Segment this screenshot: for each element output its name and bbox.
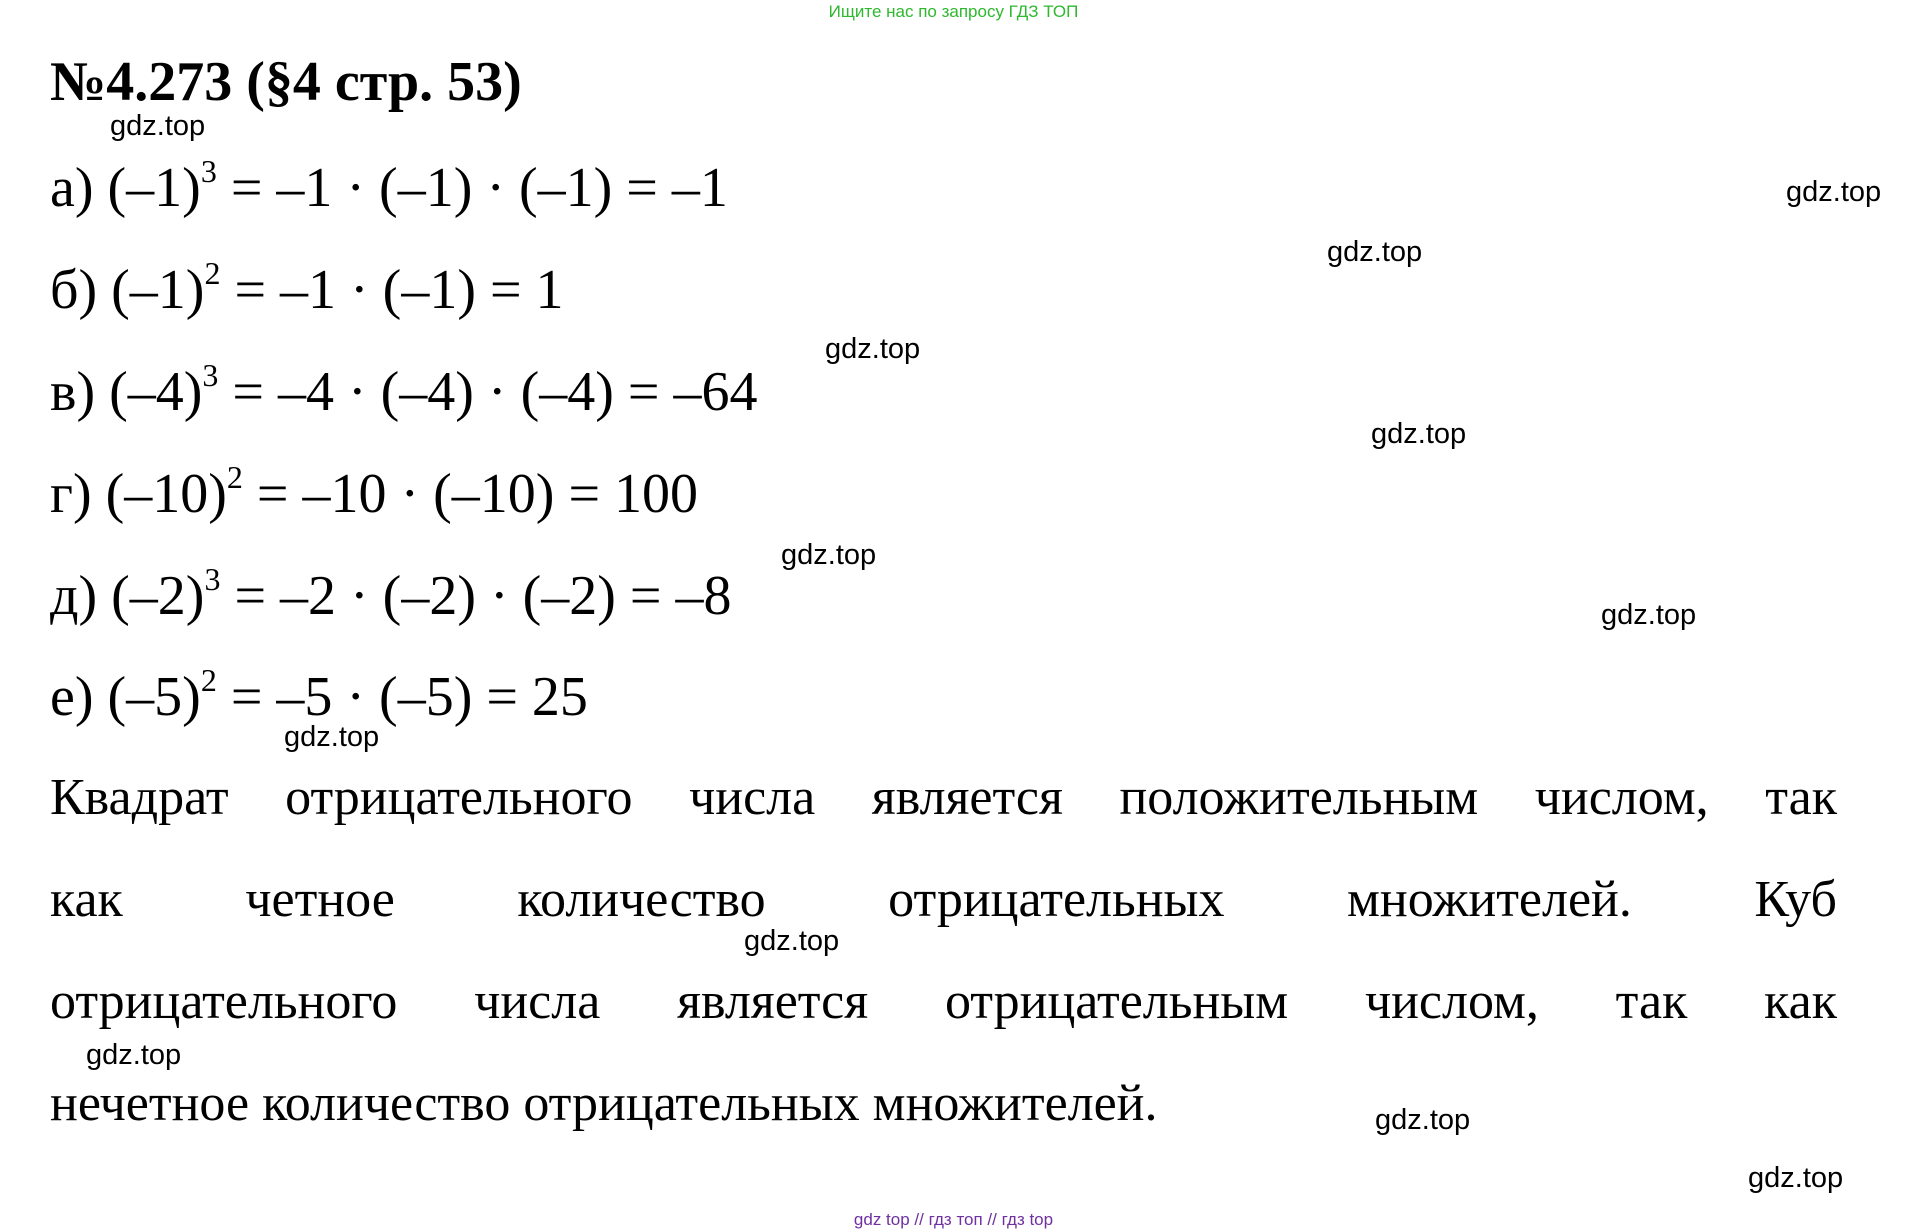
equation-exponent: 3 (202, 357, 219, 393)
watermark: gdz.top (86, 1039, 182, 1071)
watermark: gdz.top (1748, 1162, 1844, 1194)
watermark: gdz.top (284, 721, 380, 753)
word: является (677, 973, 869, 1030)
word: так (1615, 973, 1688, 1030)
word: отрицательных (888, 871, 1225, 928)
word: отрицательным (944, 973, 1289, 1030)
equation-rest: = –1 · (–1) = 1 (220, 259, 564, 321)
equation-prefix: г) (–10) (50, 463, 227, 525)
watermark: gdz.top (781, 539, 877, 571)
watermark: gdz.top (1601, 599, 1697, 631)
word: как (1764, 973, 1837, 1030)
equation-d (50, 561, 732, 627)
watermark: gdz.top (825, 333, 921, 365)
equation-prefix: д) (–2) (50, 565, 205, 627)
equation-e (50, 662, 588, 728)
page-title: №4.273 (§4 стр. 53) (50, 51, 522, 113)
word: Куб (1754, 871, 1837, 928)
equation-exponent: 2 (226, 459, 243, 495)
word: числом, (1364, 973, 1539, 1030)
word: множителей. (1347, 871, 1632, 928)
equation-exponent: 3 (204, 561, 221, 597)
watermark: gdz.top (1786, 176, 1882, 208)
equation-g (50, 459, 699, 525)
equation-rest: = –4 · (–4) · (–4) = –64 (218, 361, 758, 423)
equation-v (50, 357, 758, 423)
equation-rest: = –2 · (–2) · (–2) = –8 (220, 565, 732, 627)
word: как (50, 871, 123, 928)
word: четное (245, 871, 395, 928)
top-banner: Ищите нас по запросу ГДЗ ТОП (828, 2, 1079, 21)
word: числа (474, 973, 601, 1030)
equation-exponent: 2 (204, 255, 221, 291)
word: положительным (1119, 769, 1479, 826)
paragraph-line-3 (50, 973, 1837, 1030)
watermark: gdz.top (1375, 1104, 1471, 1136)
paragraph-line-1 (50, 769, 1837, 826)
paragraph-line-2 (50, 871, 1837, 928)
equation-exponent: 2 (200, 662, 217, 698)
word: является (871, 769, 1063, 826)
equation-rest: = –10 · (–10) = 100 (242, 463, 699, 525)
word: Квадрат (50, 769, 229, 826)
word: отрицательного (285, 769, 633, 826)
equation-exponent: 3 (200, 153, 217, 189)
equation-prefix: а) (–1) (50, 157, 201, 219)
equation-b (50, 255, 564, 321)
word: так (1765, 769, 1837, 826)
watermark: gdz.top (1371, 418, 1467, 450)
watermark: gdz.top (110, 110, 206, 142)
equation-prefix: е) (–5) (50, 666, 201, 728)
footer: gdz top // гдз топ // гдз top (853, 1210, 1054, 1229)
equation-prefix: б) (–1) (50, 259, 205, 321)
watermark: gdz.top (1327, 236, 1423, 268)
equation-rest: = –1 · (–1) · (–1) = –1 (216, 157, 728, 219)
watermark: gdz.top (744, 925, 840, 957)
equation-prefix: в) (–4) (50, 361, 203, 423)
word: числом, (1534, 769, 1709, 826)
word: количество (517, 871, 766, 928)
equation-rest: = –5 · (–5) = 25 (216, 666, 588, 728)
word: числа (689, 769, 816, 826)
paragraph-line-4: нечетное количество отрицательных множителей. (50, 1075, 1158, 1132)
equation-a (50, 153, 728, 219)
word: отрицательного (50, 973, 398, 1030)
